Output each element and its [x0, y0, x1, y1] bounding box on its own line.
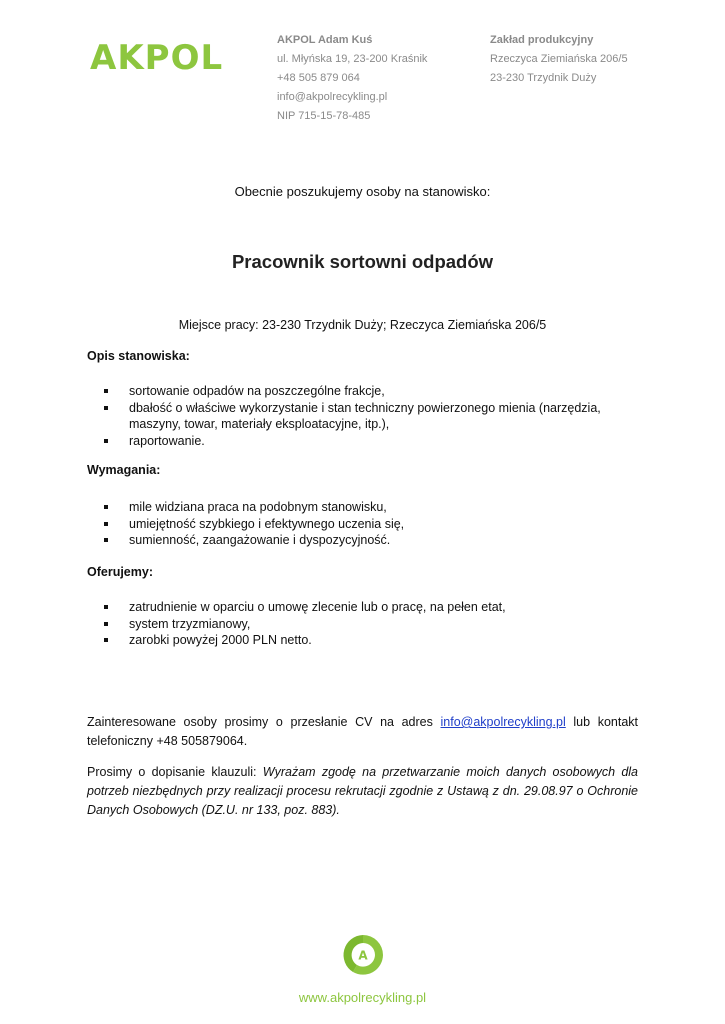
requirements-heading: Wymagania:: [87, 463, 161, 477]
offer-list: [104, 599, 644, 649]
description-list: [104, 383, 644, 449]
email-link[interactable]: info@akpolrecykling.pl: [440, 715, 566, 729]
company-address: ul. Młyńska 19, 23-200 Kraśnik: [277, 53, 428, 65]
list-item: dbałość o właściwe wykorzystanie i stan techniczny powierzonego mienia (narzędzia, maszyny, towar, materiały eksploatacyjne, itp.),: [104, 400, 644, 433]
list-item: system trzyzmianowy,: [104, 616, 644, 633]
description-heading: Opis stanowiska:: [87, 349, 190, 363]
company-email: info@akpolrecykling.pl: [277, 91, 388, 103]
bullet-icon: [104, 505, 108, 509]
bullet-icon: [104, 622, 108, 626]
company-info: [277, 31, 427, 126]
logo-text: AKPOL: [90, 38, 224, 78]
bullet-icon: [104, 538, 108, 542]
contact-paragraph: Zainteresowane osoby prosimy o przesłanie CV na adres info@akpolrecykling.pl lub kontakt telefoniczny +48 505879064.: [87, 715, 638, 748]
bullet-icon: [104, 605, 108, 609]
list-item: sortowanie odpadów na poszczególne frakcje,: [104, 383, 644, 400]
bullet-icon: [104, 389, 108, 393]
clause-paragraph: Prosimy o dopisanie klauzuli: Wyrażam zgodę na przetwarzanie moich danych osobowych dla potrzeb niezbędnych przy realizacji procesu rekrutacji zgodnie z Ustawą z dn. 29.08.97 o Ochronie Danych Osobowych (DZ.U. nr 133, poz. 883).: [87, 765, 638, 817]
recycling-a-logo-icon: [339, 931, 387, 979]
list-item: raportowanie.: [104, 433, 644, 450]
list-item: zarobki powyżej 2000 PLN netto.: [104, 632, 644, 649]
company-logo: [90, 38, 224, 78]
intro-text: Obecnie poszukujemy osoby na stanowisko:: [234, 184, 491, 199]
bullet-icon: [104, 638, 108, 642]
list-item: zatrudnienie w oparciu o umowę zlecenie lub o pracę, na pełen etat,: [104, 599, 644, 616]
bullet-icon: [104, 439, 108, 443]
list-item: umiejętność szybkiego i efektywnego uczenia się,: [104, 516, 644, 533]
bullet-icon: [104, 406, 108, 410]
job-title: Pracownik sortowni odpadów: [231, 251, 494, 272]
bullet-icon: [104, 522, 108, 526]
plant-address-2: 23-230 Trzydnik Duży: [490, 72, 597, 84]
plant-info: [490, 31, 628, 88]
company-phone: +48 505 879 064: [277, 72, 360, 84]
clause-text: Wyrażam zgodę na przetwarzanie moich danych osobowych dla potrzeb niezbędnych przy realizacji procesu rekrutacji zgodnie z Ustawą z dn. 29.08.97 o Ochronie Danych Osobowych (DZ.U. nr 133, poz. 883).: [87, 765, 638, 817]
footer-website[interactable]: www.akpolrecykling.pl: [298, 990, 427, 1005]
logo-letter: A: [358, 948, 368, 963]
plant-address-1: Rzeczyca Ziemiańska 206/5: [490, 53, 628, 65]
plant-name: Zakład produkcyjny: [490, 34, 594, 46]
company-nip: NIP 715-15-78-485: [277, 110, 371, 122]
offer-heading: Oferujemy:: [87, 565, 153, 579]
list-item: sumienność, zaangażowanie i dyspozycyjność.: [104, 532, 644, 549]
work-place: Miejsce pracy: 23-230 Trzydnik Duży; Rzeczyca Ziemiańska 206/5: [178, 318, 547, 332]
company-name: AKPOL Adam Kuś: [277, 34, 373, 46]
list-item: mile widziana praca na podobnym stanowisku,: [104, 499, 644, 516]
requirements-list: [104, 499, 644, 549]
